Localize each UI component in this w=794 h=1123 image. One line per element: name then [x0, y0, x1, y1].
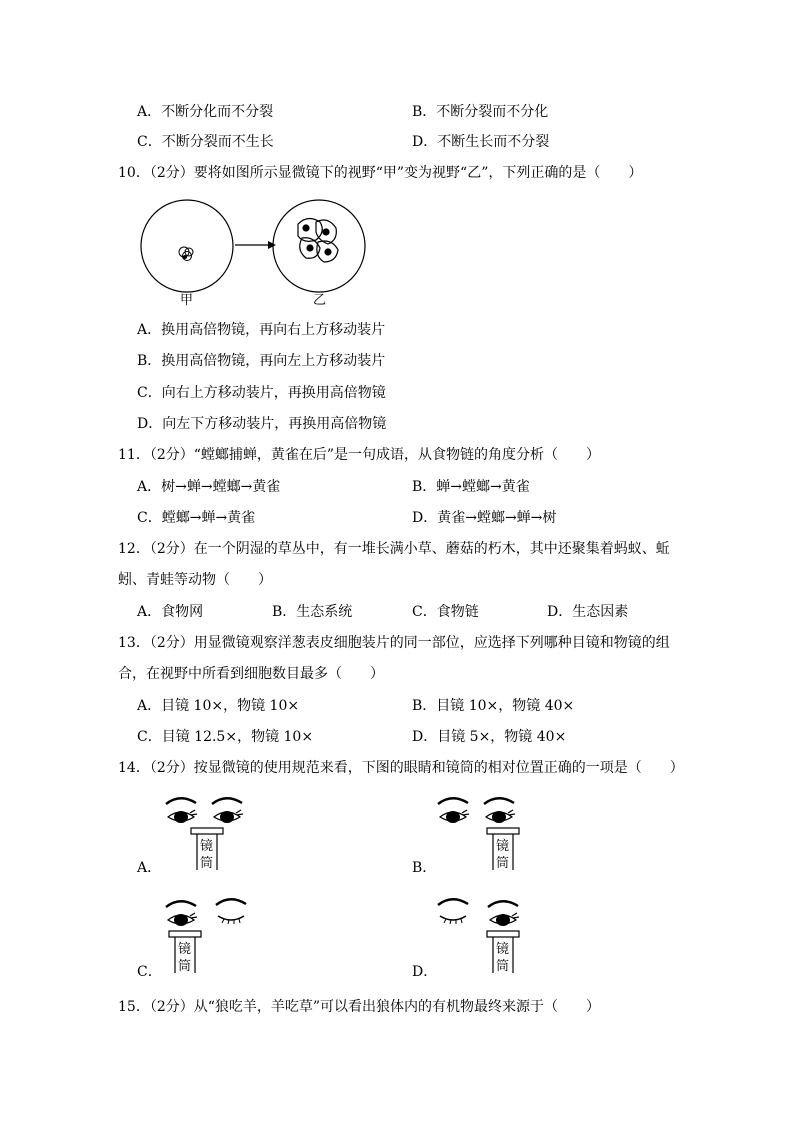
tube-label-2: 筒	[496, 856, 510, 871]
field-yi-cells-icon	[298, 218, 338, 262]
q14-option-c: C．	[137, 964, 162, 980]
q13-stem-line2: 合，在视野中所看到细胞数目最多（ ）	[118, 666, 384, 682]
q10-stem: 10．（2分）要将如图所示显微镜下的视野“甲”变为视野“乙”，下列正确的是（ ）	[118, 165, 643, 181]
q9-option-d: D．不断生长而不分裂	[412, 134, 550, 150]
q13-option-a: A．目镜 10×，物镜 10×	[137, 698, 300, 714]
q11-option-c: C．螳螂→蝉→黄雀	[137, 510, 256, 526]
q15-stem: 15．（2分）从“狼吃羊，羊吃草”可以看出狼体内的有机物最终来源于（ ）	[118, 999, 601, 1015]
right-eye-open-icon	[488, 901, 519, 926]
arrow-head-icon	[268, 241, 276, 249]
q12-stem-line2: 蚓、青蛙等动物（ ）	[118, 572, 272, 588]
q14-figure-c	[160, 898, 260, 976]
q12-option-b: B．生态系统	[272, 604, 353, 620]
q14-option-a: A．	[137, 860, 162, 876]
q14-option-d: D．	[412, 964, 438, 980]
q11-stem: 11．（2分）“螳螂捕蝉，黄雀在后”是一句成语，从食物链的角度分析（ ）	[118, 447, 601, 463]
q13-stem-line1: 13．（2分）用显微镜观察洋葱表皮细胞装片的同一部位，应选择下列哪种目镜和物镜的组	[118, 635, 670, 651]
q14-figure-b	[432, 795, 532, 873]
q10-option-d: D．向左下方移动装片，再换用高倍物镜	[137, 416, 387, 432]
q12-stem-line1: 12．（2分）在一个阴湿的草丛中，有一堆长满小草、蘑菇的朽木，其中还聚集着蚂蚁、蚯	[118, 541, 670, 557]
label-yi: 乙	[313, 293, 327, 308]
tube-label-1: 镜	[496, 839, 510, 854]
q10-option-c: C．向右上方移动装片，再换用高倍物镜	[137, 385, 386, 401]
right-eye-open-icon	[212, 798, 243, 823]
q14-figure-a	[160, 795, 260, 873]
tube-label-1: 镜	[178, 942, 192, 957]
q9-option-c: C．不断分裂而不生长	[137, 134, 274, 150]
left-eye-open-icon	[438, 798, 469, 823]
tube-label-2: 筒	[496, 959, 510, 974]
field-jia-cells-icon	[179, 247, 193, 261]
q10-microscope-figure	[140, 188, 370, 312]
q13-option-b: B．目镜 10×，物镜 40×	[412, 698, 575, 714]
tube-label-1: 镜	[496, 942, 510, 957]
q14-figure-d	[432, 898, 532, 976]
q14-option-b: B．	[412, 860, 437, 876]
q9-option-b: B．不断分裂而不分化	[412, 104, 549, 120]
q12-option-a: A．食物网	[137, 604, 204, 620]
q14-stem: 14．（2分）按显微镜的使用规范来看，下图的眼睛和镜筒的相对位置正确的一项是（ ）	[118, 760, 684, 776]
right-eye-closed-icon	[216, 899, 246, 924]
q11-option-d: D．黄雀→螳螂→蝉→树	[412, 510, 557, 526]
q11-option-a: A．树→蝉→螳螂→黄雀	[137, 479, 281, 495]
label-jia: 甲	[180, 293, 194, 308]
right-eye-open-icon	[484, 798, 515, 823]
q10-option-b: B．换用高倍物镜，再向左上方移动装片	[137, 353, 386, 369]
left-eye-open-icon	[166, 901, 197, 926]
q10-option-a: A．换用高倍物镜，再向右上方移动装片	[137, 322, 386, 338]
q12-option-c: C．食物链	[412, 604, 479, 620]
tube-label-1: 镜	[200, 839, 214, 854]
q13-option-d: D．目镜 5×，物镜 40×	[412, 729, 567, 745]
tube-label-2: 筒	[178, 959, 192, 974]
left-eye-open-icon	[166, 798, 197, 823]
tube-label-2: 筒	[200, 856, 214, 871]
q11-option-b: B．蝉→螳螂→黄雀	[412, 479, 530, 495]
q13-option-c: C．目镜 12.5×，物镜 10×	[137, 729, 314, 745]
field-jia-circle	[141, 200, 233, 292]
q9-option-a: A．不断分化而不分裂	[137, 104, 274, 120]
q12-option-d: D．生态因素	[547, 604, 629, 620]
left-eye-closed-icon	[438, 899, 468, 924]
